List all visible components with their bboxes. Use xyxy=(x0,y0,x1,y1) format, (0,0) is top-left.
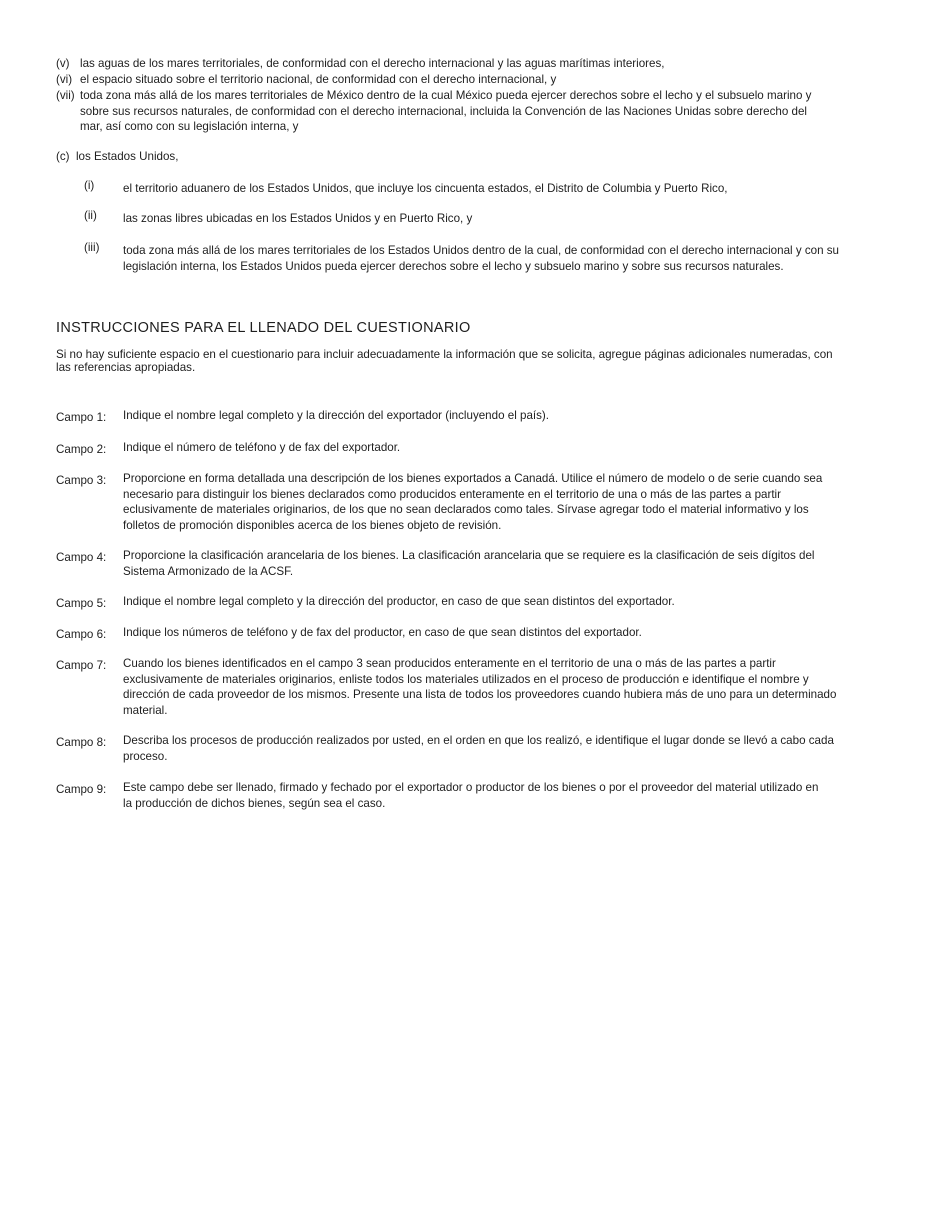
text-line: Proporcione en forma detallada una descripción de los bienes exportados a Canadá. Utilice el número de modelo o de serie cuando sea xyxy=(123,472,823,485)
item-label: (i) xyxy=(84,179,95,192)
text-line: la producción de dichos bienes, según sea el caso. xyxy=(123,796,386,810)
item-label: Campo 4: xyxy=(56,551,107,564)
section-c xyxy=(56,150,178,163)
item-label: Campo 7: xyxy=(56,659,107,672)
item-text xyxy=(123,733,834,764)
item-text xyxy=(123,656,836,718)
item-text xyxy=(123,211,472,227)
item-label: Campo 1: xyxy=(56,411,107,424)
item-text xyxy=(123,548,815,579)
text-line: el espacio situado sobre el territorio nacional, de conformidad con el derecho internacional, y xyxy=(80,73,557,86)
item-text xyxy=(123,408,549,424)
text-line: Indique los números de teléfono y de fax del productor, en caso de que sean distintos del exportador. xyxy=(123,626,642,639)
item-label: Campo 9: xyxy=(56,783,107,796)
text-line: Describa los procesos de producción realizados por usted, en el orden en que los realizó, e identifique el lugar donde se llevó a cabo cada xyxy=(123,734,834,747)
item-text xyxy=(123,181,727,197)
text-line: dirección de cada proveedor de los mismos. Presente una lista de todos los proveedores cuando hubiera más de uno para un determinado xyxy=(123,688,837,702)
text-line: mar, así como con su legislación interna, y xyxy=(80,120,299,134)
text-line: folletos de promoción disponibles acerca de los bienes objeto de revisión. xyxy=(123,518,502,532)
text-line: toda zona más allá de los mares territoriales de México dentro de la cual México pueda ejercer derechos sobre el lecho y el subsuelo marino y xyxy=(80,89,812,102)
text-line: Indique el número de teléfono y de fax del exportador. xyxy=(123,441,401,454)
item-text xyxy=(123,780,818,811)
text-line: Si no hay suficiente espacio en el cuestionario para incluir adecuadamente la información que se solicita, agregue páginas adicionales numeradas, con xyxy=(56,348,833,361)
text-line: Este campo debe ser llenado, firmado y fechado por el exportador o productor de los bienes o por el proveedor del material utilizado en xyxy=(123,781,819,794)
item-label: (vi) xyxy=(56,73,73,86)
item-text xyxy=(123,594,675,610)
item-label: (ii) xyxy=(84,209,97,222)
item-text xyxy=(123,440,400,456)
item-text xyxy=(80,56,664,72)
section-c-text: los Estados Unidos, xyxy=(75,150,179,163)
text-line: Indique el nombre legal completo y la dirección del productor, en caso de que sean distintos del exportador. xyxy=(123,595,675,608)
text-line: legislación interna, los Estados Unidos pueda ejercer derechos sobre el lecho y subsuelo marino y sobre sus recursos naturales. xyxy=(123,259,784,273)
text-line: Indique el nombre legal completo y la dirección del exportador (incluyendo el país). xyxy=(123,409,549,422)
text-line: el territorio aduanero de los Estados Unidos, que incluye los cincuenta estados, el Distrito de Columbia y Puerto Rico, xyxy=(123,182,728,195)
text-line: eclusivamente de materiales originarios, de los que no sean declarados como tales. Sírvase agregar todo el material informativo y los xyxy=(123,503,809,517)
item-label: (v) xyxy=(56,57,70,70)
instructions-title: INSTRUCCIONES PARA EL LLENADO DEL CUESTIONARIO xyxy=(56,320,471,336)
instructions-intro xyxy=(56,349,833,374)
text-line: exclusivamente de materiales originarios, enliste todos los materiales utilizados en el proceso de producción e identifique el nombre y xyxy=(123,672,809,686)
item-label: Campo 6: xyxy=(56,628,107,641)
item-label: Campo 8: xyxy=(56,736,107,749)
item-label: (vii) xyxy=(56,89,75,102)
text-line: sobre sus recursos naturales, de conformidad con el derecho internacional, incluida la Convención de las Naciones Unidas sobre derecho del xyxy=(80,104,807,118)
item-label: Campo 3: xyxy=(56,474,107,487)
text-line: las zonas libres ubicadas en los Estados Unidos y en Puerto Rico, y xyxy=(123,212,473,225)
text-line: toda zona más allá de los mares territoriales de los Estados Unidos dentro de la cual, de conformidad con el derecho internacional y con su xyxy=(123,244,839,257)
item-text xyxy=(123,625,642,641)
text-line: necesario para distinguir los bienes declarados como producidos enteramente en el territorio de una o más de las partes a partir xyxy=(123,487,781,501)
text-line: Sistema Armonizado de la ACSF. xyxy=(123,564,294,578)
text-line: las referencias apropiadas. xyxy=(56,360,196,374)
text-line: Cuando los bienes identificados en el campo 3 sean producidos enteramente en el territorio de una o más de las partes a partir xyxy=(123,657,776,670)
text-line: material. xyxy=(123,703,168,717)
item-text xyxy=(80,88,811,135)
text-line: proceso. xyxy=(123,749,168,763)
item-label: Campo 5: xyxy=(56,597,107,610)
item-label: Campo 2: xyxy=(56,443,107,456)
item-text xyxy=(123,243,839,274)
item-text xyxy=(80,72,556,88)
item-text xyxy=(123,471,822,533)
section-c-label: (c) xyxy=(56,150,70,163)
text-line: Proporcione la clasificación arancelaria de los bienes. La clasificación arancelaria que se requiere es la clasificación de seis dígitos del xyxy=(123,549,815,562)
text-line: las aguas de los mares territoriales, de conformidad con el derecho internacional y las aguas marítimas interiores, xyxy=(80,57,665,70)
item-label: (iii) xyxy=(84,241,100,254)
